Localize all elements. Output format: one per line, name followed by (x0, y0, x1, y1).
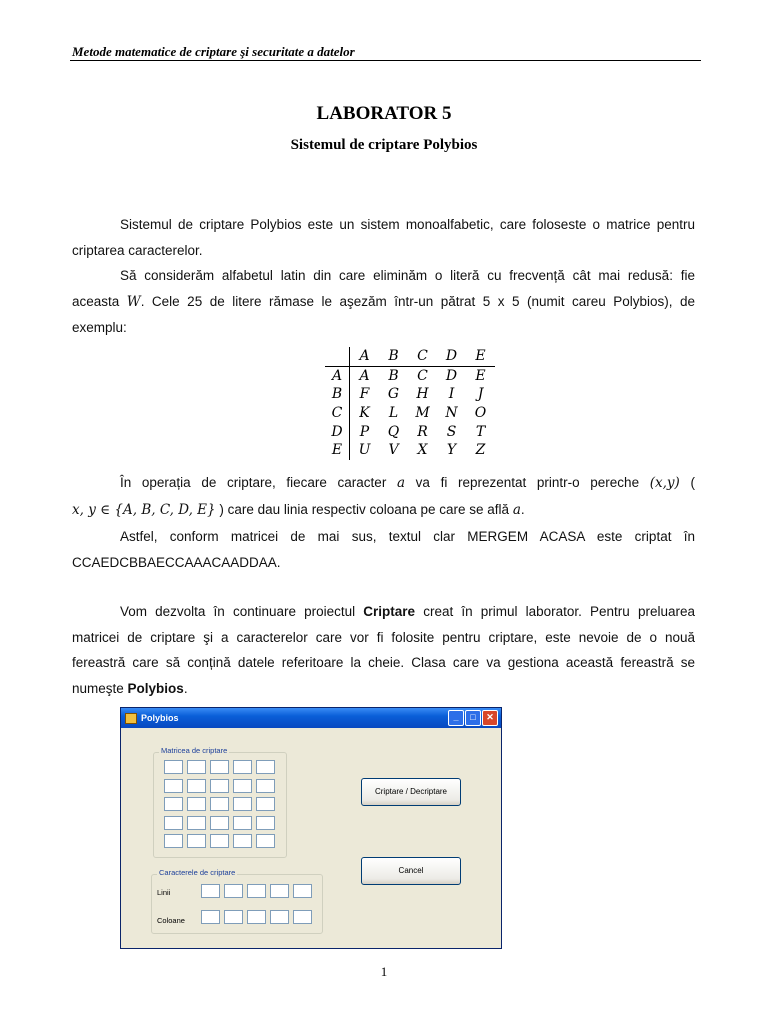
variable-w: W (126, 293, 141, 310)
variable-a-2: a (512, 501, 521, 518)
square-cell: E (475, 367, 486, 384)
matrix-input[interactable] (256, 760, 275, 774)
column-header: A (350, 347, 380, 366)
square-cell: M (415, 405, 430, 422)
matrix-input[interactable] (233, 816, 252, 830)
matrix-input[interactable] (187, 779, 206, 793)
square-cell: P (359, 423, 370, 440)
chars-group (151, 868, 323, 934)
paragraph-1 (72, 212, 695, 263)
square-cell: A (359, 367, 370, 384)
row-header: D (325, 422, 350, 441)
matrix-input[interactable] (187, 760, 206, 774)
matrix-group-label: Matricea de criptare (161, 746, 228, 755)
cancel-button[interactable]: Cancel (361, 857, 461, 885)
polybios-window (120, 707, 502, 949)
para2-line1: Să considerăm alfabetul latin din care eliminăm o literă cu frecvență cât mai redusă: fie (120, 268, 695, 283)
matrix-input[interactable] (233, 834, 252, 848)
para2-line2a: aceasta (72, 293, 120, 309)
square-cell: N (445, 405, 458, 422)
matrix-input[interactable] (210, 834, 229, 848)
square-cell: Q (387, 423, 400, 440)
matrix-input[interactable] (233, 760, 252, 774)
square-cell: Y (446, 442, 457, 459)
paragraph-3 (72, 470, 695, 523)
para5-line3: fereastră care să conțină datele referitoare la cheie. Clasa care va gestiona această fereastră se (72, 655, 695, 670)
chars-group-label: Caracterele de criptare (159, 868, 236, 877)
col-char-input[interactable] (201, 910, 220, 924)
matrix-input[interactable] (256, 779, 275, 793)
square-cell: S (446, 423, 457, 440)
paragraph-4 (72, 524, 695, 575)
para3-line2b: ) care dau linia respectiv coloana pe care se află (219, 501, 510, 517)
para3-paren: ( (690, 475, 695, 490)
bold-polybios: Polybios (127, 680, 184, 696)
minimize-button[interactable]: _ (448, 710, 464, 726)
para4-line2: CCAEDCBBAECCAAACAADDAA. (72, 554, 281, 570)
square-row (325, 366, 495, 385)
para3-line1a: În operația de criptare, fiecare caracter (120, 475, 387, 490)
square-cell: X (417, 442, 428, 459)
square-cell: B (388, 367, 399, 384)
row-char-input[interactable] (270, 884, 289, 898)
row-header: A (325, 366, 350, 385)
para2-line3: exemplu: (72, 320, 127, 335)
para5-line1b: creat în primul laborator. Pentru preluarea (423, 604, 695, 619)
row-char-input[interactable] (293, 884, 312, 898)
para4-line1: Astfel, conform matricei de mai sus, textul clar MERGEM ACASA este criptat în (120, 529, 695, 544)
matrix-input[interactable] (256, 797, 275, 811)
square-cell: O (474, 405, 487, 422)
square-cell: U (358, 442, 371, 459)
matrix-input[interactable] (210, 816, 229, 830)
bold-criptare: Criptare (363, 604, 416, 619)
matrix-input[interactable] (187, 797, 206, 811)
para1-line2: criptarea caracterelor. (72, 242, 203, 258)
para1-line1: Sistemul de criptare Polybios este un sistem monoalfabetic, care foloseste o matrice pentru (120, 217, 695, 232)
square-cell: F (359, 386, 370, 403)
square-cell: T (475, 423, 486, 440)
matrix-input[interactable] (256, 834, 275, 848)
square-cell: Z (475, 442, 486, 459)
column-header: B (379, 347, 408, 366)
para5-line4b: . (183, 680, 188, 696)
paragraph-5 (72, 599, 695, 701)
column-header: C (408, 347, 437, 366)
para3-dot: . (520, 501, 525, 517)
matrix-input[interactable] (164, 797, 183, 811)
col-char-input[interactable] (247, 910, 266, 924)
row-header: B (325, 385, 350, 404)
column-header: E (466, 347, 495, 366)
para3-line1b: va fi reprezentat printr-o pereche (415, 475, 640, 490)
square-row (325, 422, 495, 441)
square-cell: J (477, 386, 484, 403)
maximize-button[interactable]: □ (465, 710, 481, 726)
square-cell: C (417, 367, 428, 384)
rows-label: Linii (157, 888, 171, 897)
matrix-input[interactable] (164, 834, 183, 848)
matrix-input[interactable] (233, 797, 252, 811)
row-header: E (325, 441, 350, 460)
square-row (325, 404, 495, 423)
matrix-input[interactable] (164, 760, 183, 774)
square-cell: R (417, 423, 428, 440)
square-cell: V (388, 442, 399, 459)
matrix-input[interactable] (164, 816, 183, 830)
para5-line1a: Vom dezvolta în continuare proiectul (120, 604, 356, 619)
app-icon (125, 713, 137, 724)
paragraph-2 (72, 263, 695, 341)
polybius-square (325, 347, 495, 460)
para2-line2b: . Cele 25 de litere rămase le aşezăm într-un pătrat 5 x 5 (numit careu Polybios), de (140, 293, 695, 309)
page-number: 1 (380, 964, 388, 979)
pair-xy: (x,y) (649, 475, 680, 491)
para5-line2: matricei de criptare şi a caracterelor care vor fi folosite pentru criptare, este nevoie de o nouă (72, 629, 695, 645)
square-cell: D (445, 367, 458, 384)
running-header: Metode matematice de criptare şi securitate a datelor (72, 44, 355, 59)
para5-line4a: numeşte (72, 680, 124, 696)
matrix-input[interactable] (210, 779, 229, 793)
encrypt-decrypt-button[interactable]: Criptare / Decriptare (361, 778, 461, 806)
square-cell: I (448, 386, 455, 403)
header-rule (70, 60, 701, 61)
window-title: Polybios (141, 713, 179, 723)
row-char-input[interactable] (201, 884, 220, 898)
row-char-input[interactable] (224, 884, 243, 898)
column-header: D (437, 347, 466, 366)
matrix-input[interactable] (210, 760, 229, 774)
square-row (325, 441, 495, 460)
matrix-input[interactable] (187, 834, 206, 848)
variable-a: a (396, 475, 406, 491)
set-expression: x, y ∈ {A, B, C, D, E} (72, 501, 216, 518)
square-cell: K (359, 405, 370, 422)
col-char-input[interactable] (224, 910, 243, 924)
col-char-input[interactable] (270, 910, 289, 924)
square-cell: L (388, 405, 399, 422)
page-subtitle: Sistemul de criptare Polybios (290, 137, 478, 153)
cols-label: Coloane (157, 916, 185, 925)
window-titlebar[interactable] (121, 708, 501, 728)
matrix-input[interactable] (210, 797, 229, 811)
matrix-input[interactable] (164, 779, 183, 793)
square-cell: H (416, 386, 429, 403)
row-char-input[interactable] (247, 884, 266, 898)
row-header: C (325, 404, 350, 423)
matrix-input[interactable] (256, 816, 275, 830)
close-button[interactable]: ✕ (482, 710, 498, 726)
matrix-input[interactable] (187, 816, 206, 830)
matrix-input[interactable] (233, 779, 252, 793)
square-row (325, 385, 495, 404)
col-char-input[interactable] (293, 910, 312, 924)
square-cell: G (387, 386, 400, 403)
page-title: LABORATOR 5 (316, 103, 452, 124)
